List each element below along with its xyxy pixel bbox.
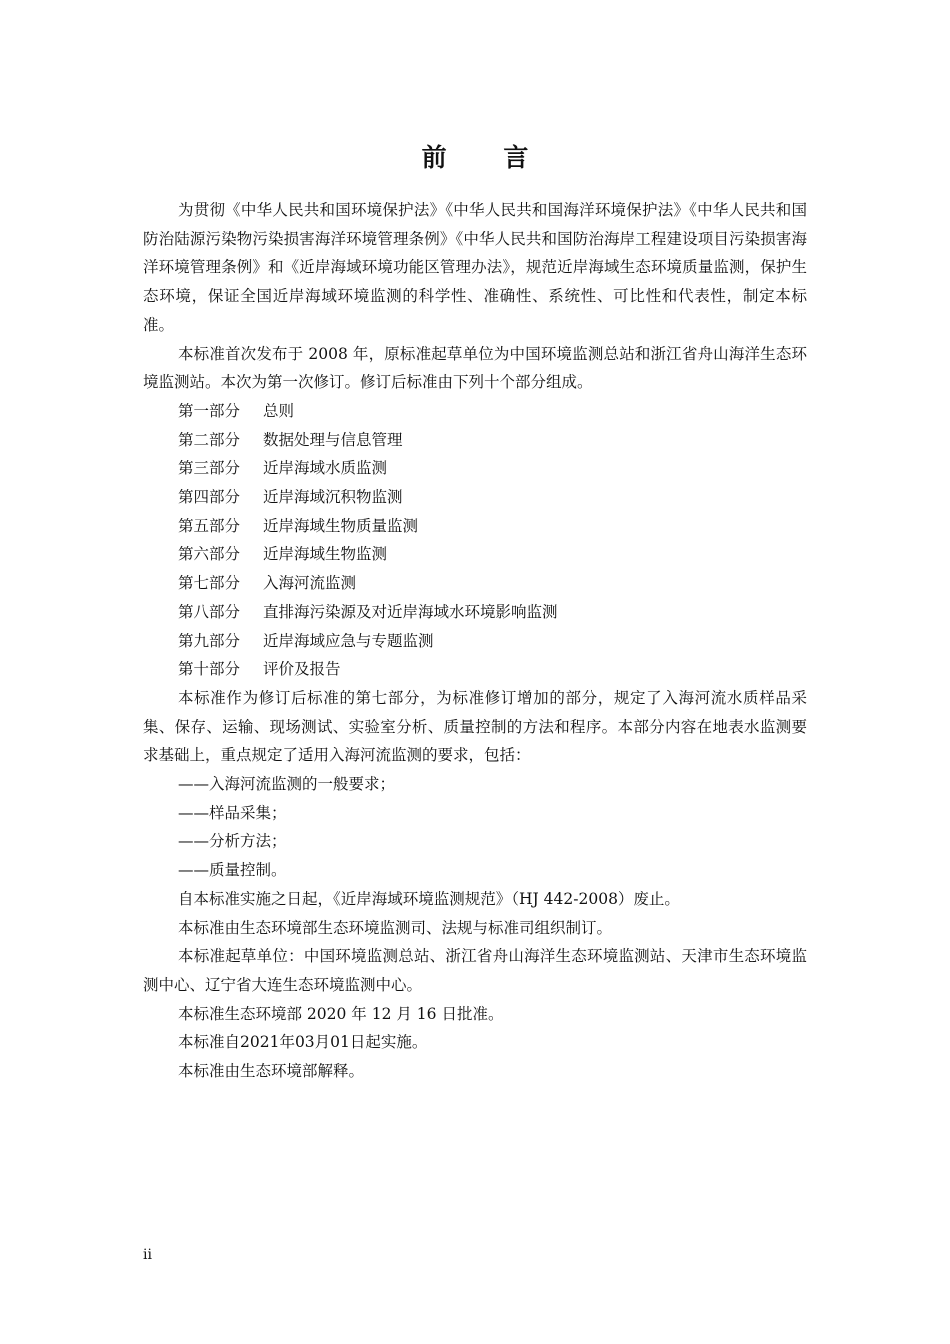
part-name: 近岸海域生物质量监测 [263, 516, 419, 535]
part-number: 第八部分 [178, 602, 241, 621]
list-item [143, 512, 807, 541]
paragraph-drafters: 本标准起草单位：中国环境监测总站、浙江省舟山海洋生态环境监测站、天津市生态环境监测中心、辽宁省大连生态环境监测中心。 [143, 947, 807, 994]
part-number: 第六部分 [178, 545, 241, 564]
list-item: ——分析方法； [178, 832, 287, 851]
part-number: 第二部分 [178, 430, 241, 449]
list-item: ——入海河流监测的一般要求； [178, 775, 396, 794]
requirements-list [143, 770, 807, 885]
paragraph-scope: 本标准作为修订后标准的第七部分，为标准修订增加的部分，规定了入海河流水质样品采集、保存、运输、现场测试、实验室分析、质量控制的方法和程序。本部分内容在地表水监测要求基础上，重点规定了适用入海河流监测的要求，包括： [143, 688, 807, 765]
paragraph-organizer: 本标准由生态环境部生态环境监测司、法规与标准司组织制订。 [178, 918, 613, 937]
part-number: 第九部分 [178, 631, 241, 650]
list-item [143, 397, 807, 426]
part-name: 直排海污染源及对近岸海域水环境影响监测 [263, 602, 558, 621]
part-name: 总则 [263, 401, 295, 420]
paragraph-purpose: 为贯彻《中华人民共和国环境保护法》《中华人民共和国海洋环境保护法》《中华人民共和国防治陆源污染物污染损害海洋环境管理条例》《中华人民共和国防治海岸工程建设项目污染损害海洋环境管理条例》和《近岸海域环境功能区管理办法》，规范近岸海域生态环境质量监测，保护生态环境，保证全国近岸海域环境监测的科学性、准确性、系统性、可比性和代表性，制定本标准。 [143, 201, 807, 334]
list-item [143, 569, 807, 598]
part-number: 第七部分 [178, 574, 241, 593]
part-number: 第十部分 [178, 660, 241, 679]
list-item: ——样品采集； [178, 803, 287, 822]
part-number: 第一部分 [178, 401, 241, 420]
list-item [143, 483, 807, 512]
part-name: 近岸海域沉积物监测 [263, 488, 403, 507]
part-number: 第五部分 [178, 516, 241, 535]
foreword-body [143, 196, 807, 1086]
list-item: ——质量控制。 [178, 861, 287, 880]
list-item [143, 454, 807, 483]
part-name: 评价及报告 [263, 660, 341, 679]
page-title: 前 言 [421, 143, 553, 172]
page-number: ii [143, 1247, 152, 1263]
paragraph-interpretation: 本标准由生态环境部解释。 [178, 1062, 365, 1081]
part-number: 第三部分 [178, 459, 241, 478]
part-name: 数据处理与信息管理 [263, 430, 403, 449]
part-name: 近岸海域水质监测 [263, 459, 388, 478]
list-item [143, 540, 807, 569]
paragraph-history: 本标准首次发布于 2008 年，原标准起草单位为中国环境监测总站和浙江省舟山海洋生态环境监测站。本次为第一次修订。修订后标准由下列十个部分组成。 [143, 344, 807, 392]
part-name: 近岸海域应急与专题监测 [263, 631, 434, 650]
list-item [143, 598, 807, 627]
paragraph-approval: 本标准生态环境部 2020 年 12 月 16 日批准。 [178, 1004, 504, 1023]
paragraph-supersede: 自本标准实施之日起，《近岸海域环境监测规范》（HJ 442-2008）废止。 [178, 889, 680, 908]
part-name: 入海河流监测 [263, 574, 357, 593]
list-item [143, 426, 807, 455]
paragraph-effective: 本标准自2021年03月01日起实施。 [178, 1033, 428, 1052]
part-number: 第四部分 [178, 488, 241, 507]
list-item [143, 627, 807, 656]
parts-list [143, 397, 807, 684]
list-item [143, 655, 807, 684]
part-name: 近岸海域生物监测 [263, 545, 388, 564]
